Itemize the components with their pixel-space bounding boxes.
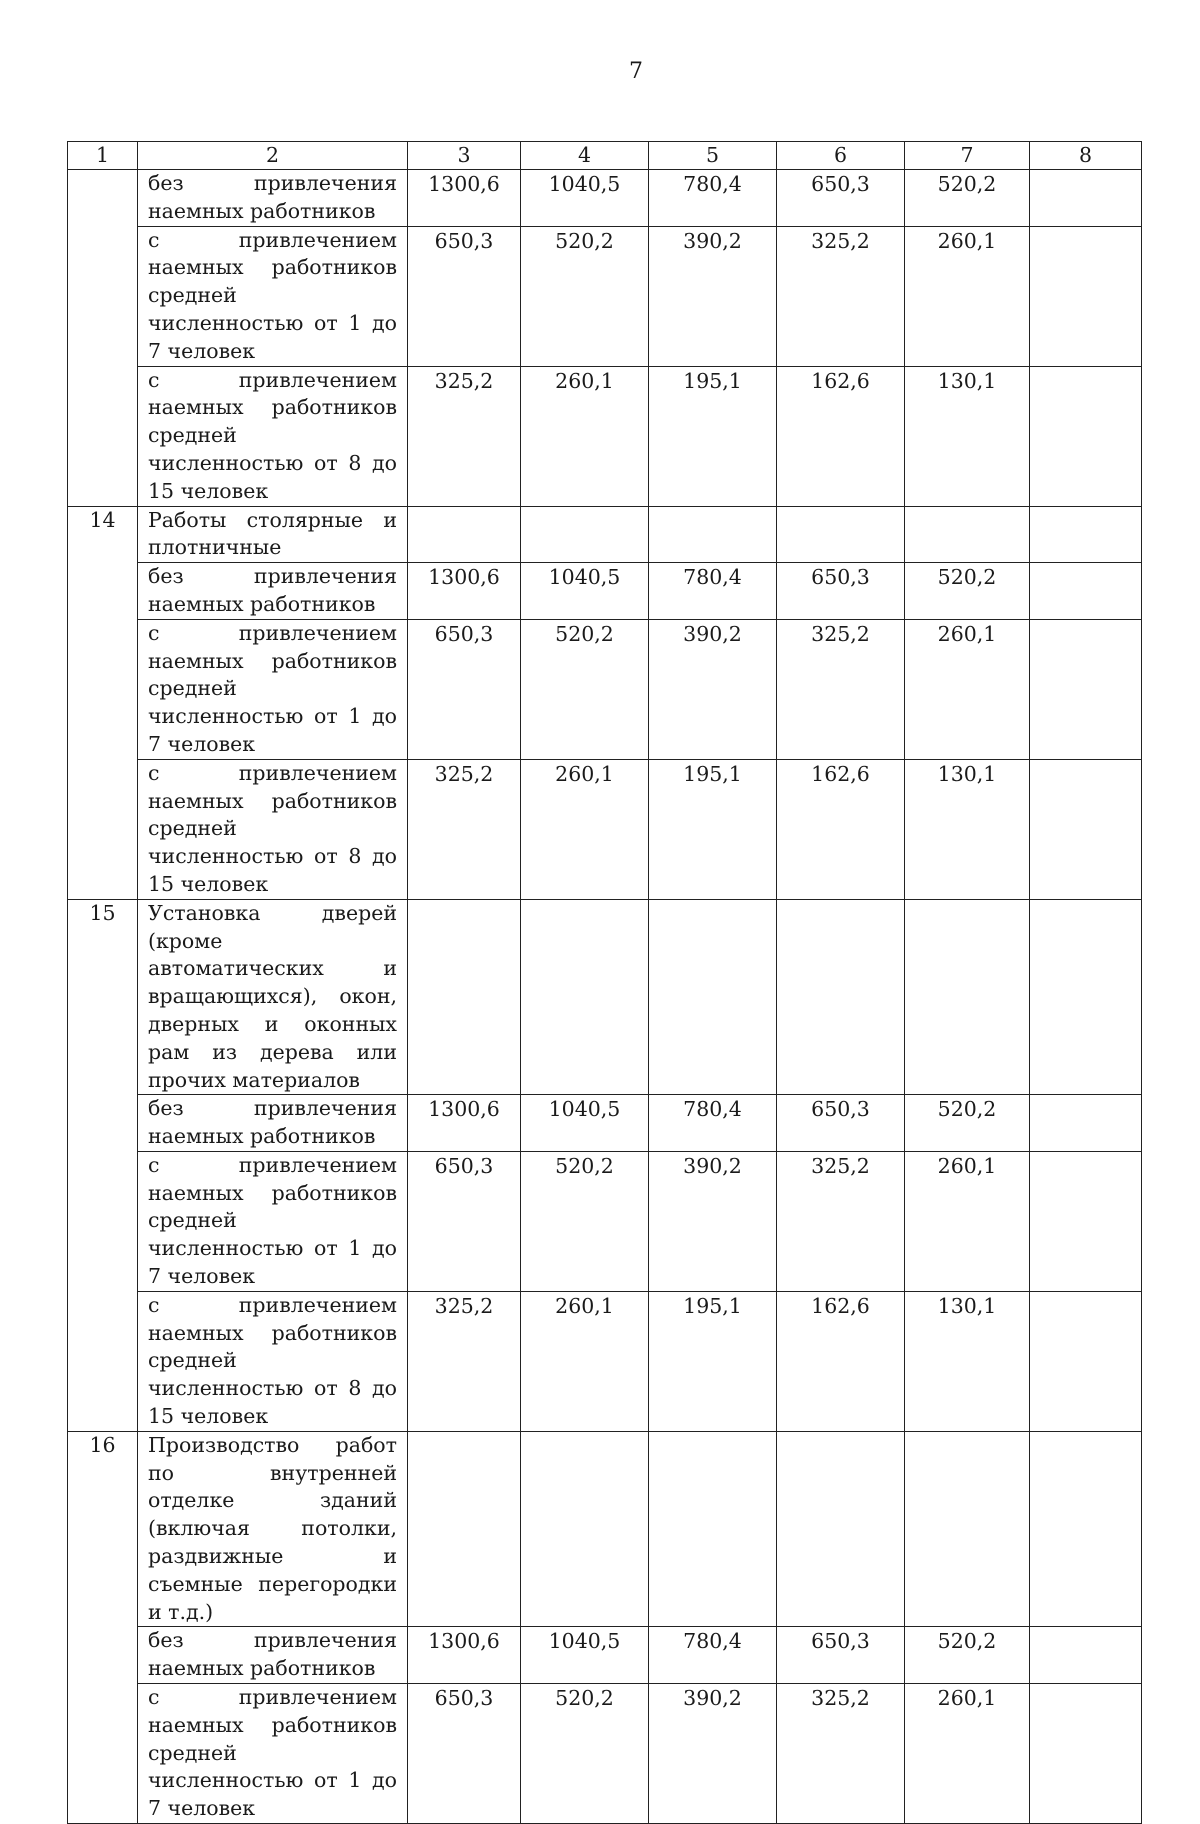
empty-cell (408, 1431, 521, 1627)
value-cell-col-5: 195,1 (649, 759, 777, 899)
value-cell-col-5: 195,1 (649, 366, 777, 506)
value-cell-col-7: 130,1 (905, 759, 1030, 899)
value-cell-col-3: 1300,6 (408, 1095, 521, 1152)
table-row (68, 366, 1142, 506)
value-cell-col-4: 1040,5 (521, 170, 649, 227)
employment-condition: без привлечения наемных работников (138, 1095, 408, 1152)
value-cell-col-6: 325,2 (777, 1151, 905, 1291)
value-cell-col-6: 325,2 (777, 619, 905, 759)
value-cell-col-7: 130,1 (905, 1291, 1030, 1431)
table-row (68, 619, 1142, 759)
value-cell-col-5: 390,2 (649, 619, 777, 759)
employment-condition: с привлечением наемных работников средней численностью от 8 до 15 человек (138, 759, 408, 899)
value-cell-col-4: 520,2 (521, 1684, 649, 1824)
empty-cell (521, 899, 649, 1095)
value-cell-col-6: 325,2 (777, 226, 905, 366)
empty-cell (905, 899, 1030, 1095)
employment-condition: с привлечением наемных работников средней численностью от 1 до 7 человек (138, 226, 408, 366)
item-number: 14 (68, 506, 138, 899)
value-cell-col-8 (1030, 1627, 1142, 1684)
value-cell-col-4: 520,2 (521, 1151, 649, 1291)
value-cell-col-4: 1040,5 (521, 563, 649, 620)
value-cell-col-7: 130,1 (905, 366, 1030, 506)
value-cell-col-7: 520,2 (905, 1627, 1030, 1684)
value-cell-col-4: 260,1 (521, 366, 649, 506)
employment-condition: с привлечением наемных работников средней численностью от 1 до 7 человек (138, 1151, 408, 1291)
value-cell-col-7: 260,1 (905, 226, 1030, 366)
value-cell-col-4: 1040,5 (521, 1627, 649, 1684)
table-row (68, 563, 1142, 620)
page-number: 7 (629, 59, 643, 84)
item-number: 16 (68, 1431, 138, 1823)
value-cell-col-3: 650,3 (408, 1151, 521, 1291)
value-cell-col-4: 520,2 (521, 226, 649, 366)
empty-cell (905, 1431, 1030, 1627)
value-cell-col-8 (1030, 759, 1142, 899)
value-cell-col-7: 260,1 (905, 619, 1030, 759)
empty-cell (1030, 506, 1142, 563)
empty-cell (649, 899, 777, 1095)
table-row (68, 759, 1142, 899)
value-cell-col-4: 520,2 (521, 619, 649, 759)
value-cell-col-5: 390,2 (649, 226, 777, 366)
value-cell-col-7: 520,2 (905, 563, 1030, 620)
column-number-3: 3 (408, 142, 521, 170)
item-number: 15 (68, 899, 138, 1431)
employment-condition: с привлечением наемных работников средней численностью от 1 до 7 человек (138, 1684, 408, 1824)
employment-condition: без привлечения наемных работников (138, 563, 408, 620)
empty-cell (649, 1431, 777, 1627)
value-cell-col-6: 650,3 (777, 563, 905, 620)
value-cell-col-8 (1030, 563, 1142, 620)
value-cell-col-5: 780,4 (649, 1627, 777, 1684)
value-cell-col-7: 520,2 (905, 170, 1030, 227)
value-cell-col-8 (1030, 619, 1142, 759)
column-number-4: 4 (521, 142, 649, 170)
value-cell-col-5: 780,4 (649, 563, 777, 620)
activity-title: Производство работ по внутренней отделке зданий (включая потолки, раздвижные и съемные перегородки и т.д.) (138, 1431, 408, 1627)
value-cell-col-3: 650,3 (408, 226, 521, 366)
value-cell-col-5: 780,4 (649, 1095, 777, 1152)
table-header-row (68, 142, 1142, 170)
activity-title-row (68, 506, 1142, 563)
empty-cell (521, 506, 649, 563)
empty-cell (777, 899, 905, 1095)
value-cell-col-4: 260,1 (521, 1291, 649, 1431)
empty-cell (408, 899, 521, 1095)
empty-cell (777, 1431, 905, 1627)
value-cell-col-8 (1030, 170, 1142, 227)
employment-condition: без привлечения наемных работников (138, 1627, 408, 1684)
employment-condition: с привлечением наемных работников средней численностью от 8 до 15 человек (138, 1291, 408, 1431)
table-row (68, 1627, 1142, 1684)
value-cell-col-6: 162,6 (777, 366, 905, 506)
value-cell-col-3: 650,3 (408, 1684, 521, 1824)
column-number-2: 2 (138, 142, 408, 170)
column-number-1: 1 (68, 142, 138, 170)
value-cell-col-5: 390,2 (649, 1684, 777, 1824)
employment-condition: с привлечением наемных работников средней численностью от 8 до 15 человек (138, 366, 408, 506)
value-cell-col-8 (1030, 226, 1142, 366)
rates-table (67, 141, 1142, 1824)
value-cell-col-3: 650,3 (408, 619, 521, 759)
empty-cell (905, 506, 1030, 563)
activity-title: Работы столярные и плотничные (138, 506, 408, 563)
value-cell-col-6: 162,6 (777, 1291, 905, 1431)
employment-condition: без привлечения наемных работников (138, 170, 408, 227)
table-row (68, 170, 1142, 227)
table-row (68, 226, 1142, 366)
value-cell-col-6: 162,6 (777, 759, 905, 899)
activity-title-row (68, 899, 1142, 1095)
table-body (68, 142, 1142, 1824)
value-cell-col-4: 260,1 (521, 759, 649, 899)
table-row (68, 1291, 1142, 1431)
value-cell-col-7: 260,1 (905, 1151, 1030, 1291)
value-cell-col-8 (1030, 1151, 1142, 1291)
value-cell-col-5: 780,4 (649, 170, 777, 227)
column-number-7: 7 (905, 142, 1030, 170)
empty-cell (1030, 899, 1142, 1095)
value-cell-col-5: 390,2 (649, 1151, 777, 1291)
item-number (68, 170, 138, 507)
value-cell-col-8 (1030, 1291, 1142, 1431)
value-cell-col-3: 1300,6 (408, 563, 521, 620)
value-cell-col-7: 260,1 (905, 1684, 1030, 1824)
value-cell-col-6: 650,3 (777, 1095, 905, 1152)
empty-cell (521, 1431, 649, 1627)
column-number-6: 6 (777, 142, 905, 170)
activity-title-row (68, 1431, 1142, 1627)
value-cell-col-7: 520,2 (905, 1095, 1030, 1152)
table-row (68, 1684, 1142, 1824)
value-cell-col-3: 325,2 (408, 1291, 521, 1431)
value-cell-col-8 (1030, 1684, 1142, 1824)
value-cell-col-4: 1040,5 (521, 1095, 649, 1152)
table-row (68, 1095, 1142, 1152)
value-cell-col-8 (1030, 366, 1142, 506)
value-cell-col-6: 650,3 (777, 170, 905, 227)
value-cell-col-8 (1030, 1095, 1142, 1152)
value-cell-col-3: 1300,6 (408, 170, 521, 227)
column-number-5: 5 (649, 142, 777, 170)
empty-cell (408, 506, 521, 563)
table-row (68, 1151, 1142, 1291)
empty-cell (649, 506, 777, 563)
empty-cell (1030, 1431, 1142, 1627)
column-number-8: 8 (1030, 142, 1142, 170)
value-cell-col-6: 650,3 (777, 1627, 905, 1684)
value-cell-col-5: 195,1 (649, 1291, 777, 1431)
value-cell-col-6: 325,2 (777, 1684, 905, 1824)
employment-condition: с привлечением наемных работников средней численностью от 1 до 7 человек (138, 619, 408, 759)
activity-title: Установка дверей (кроме автоматических и вращающихся), окон, дверных и оконных рам из дерева или прочих материалов (138, 899, 408, 1095)
value-cell-col-3: 325,2 (408, 759, 521, 899)
empty-cell (777, 506, 905, 563)
value-cell-col-3: 325,2 (408, 366, 521, 506)
value-cell-col-3: 1300,6 (408, 1627, 521, 1684)
